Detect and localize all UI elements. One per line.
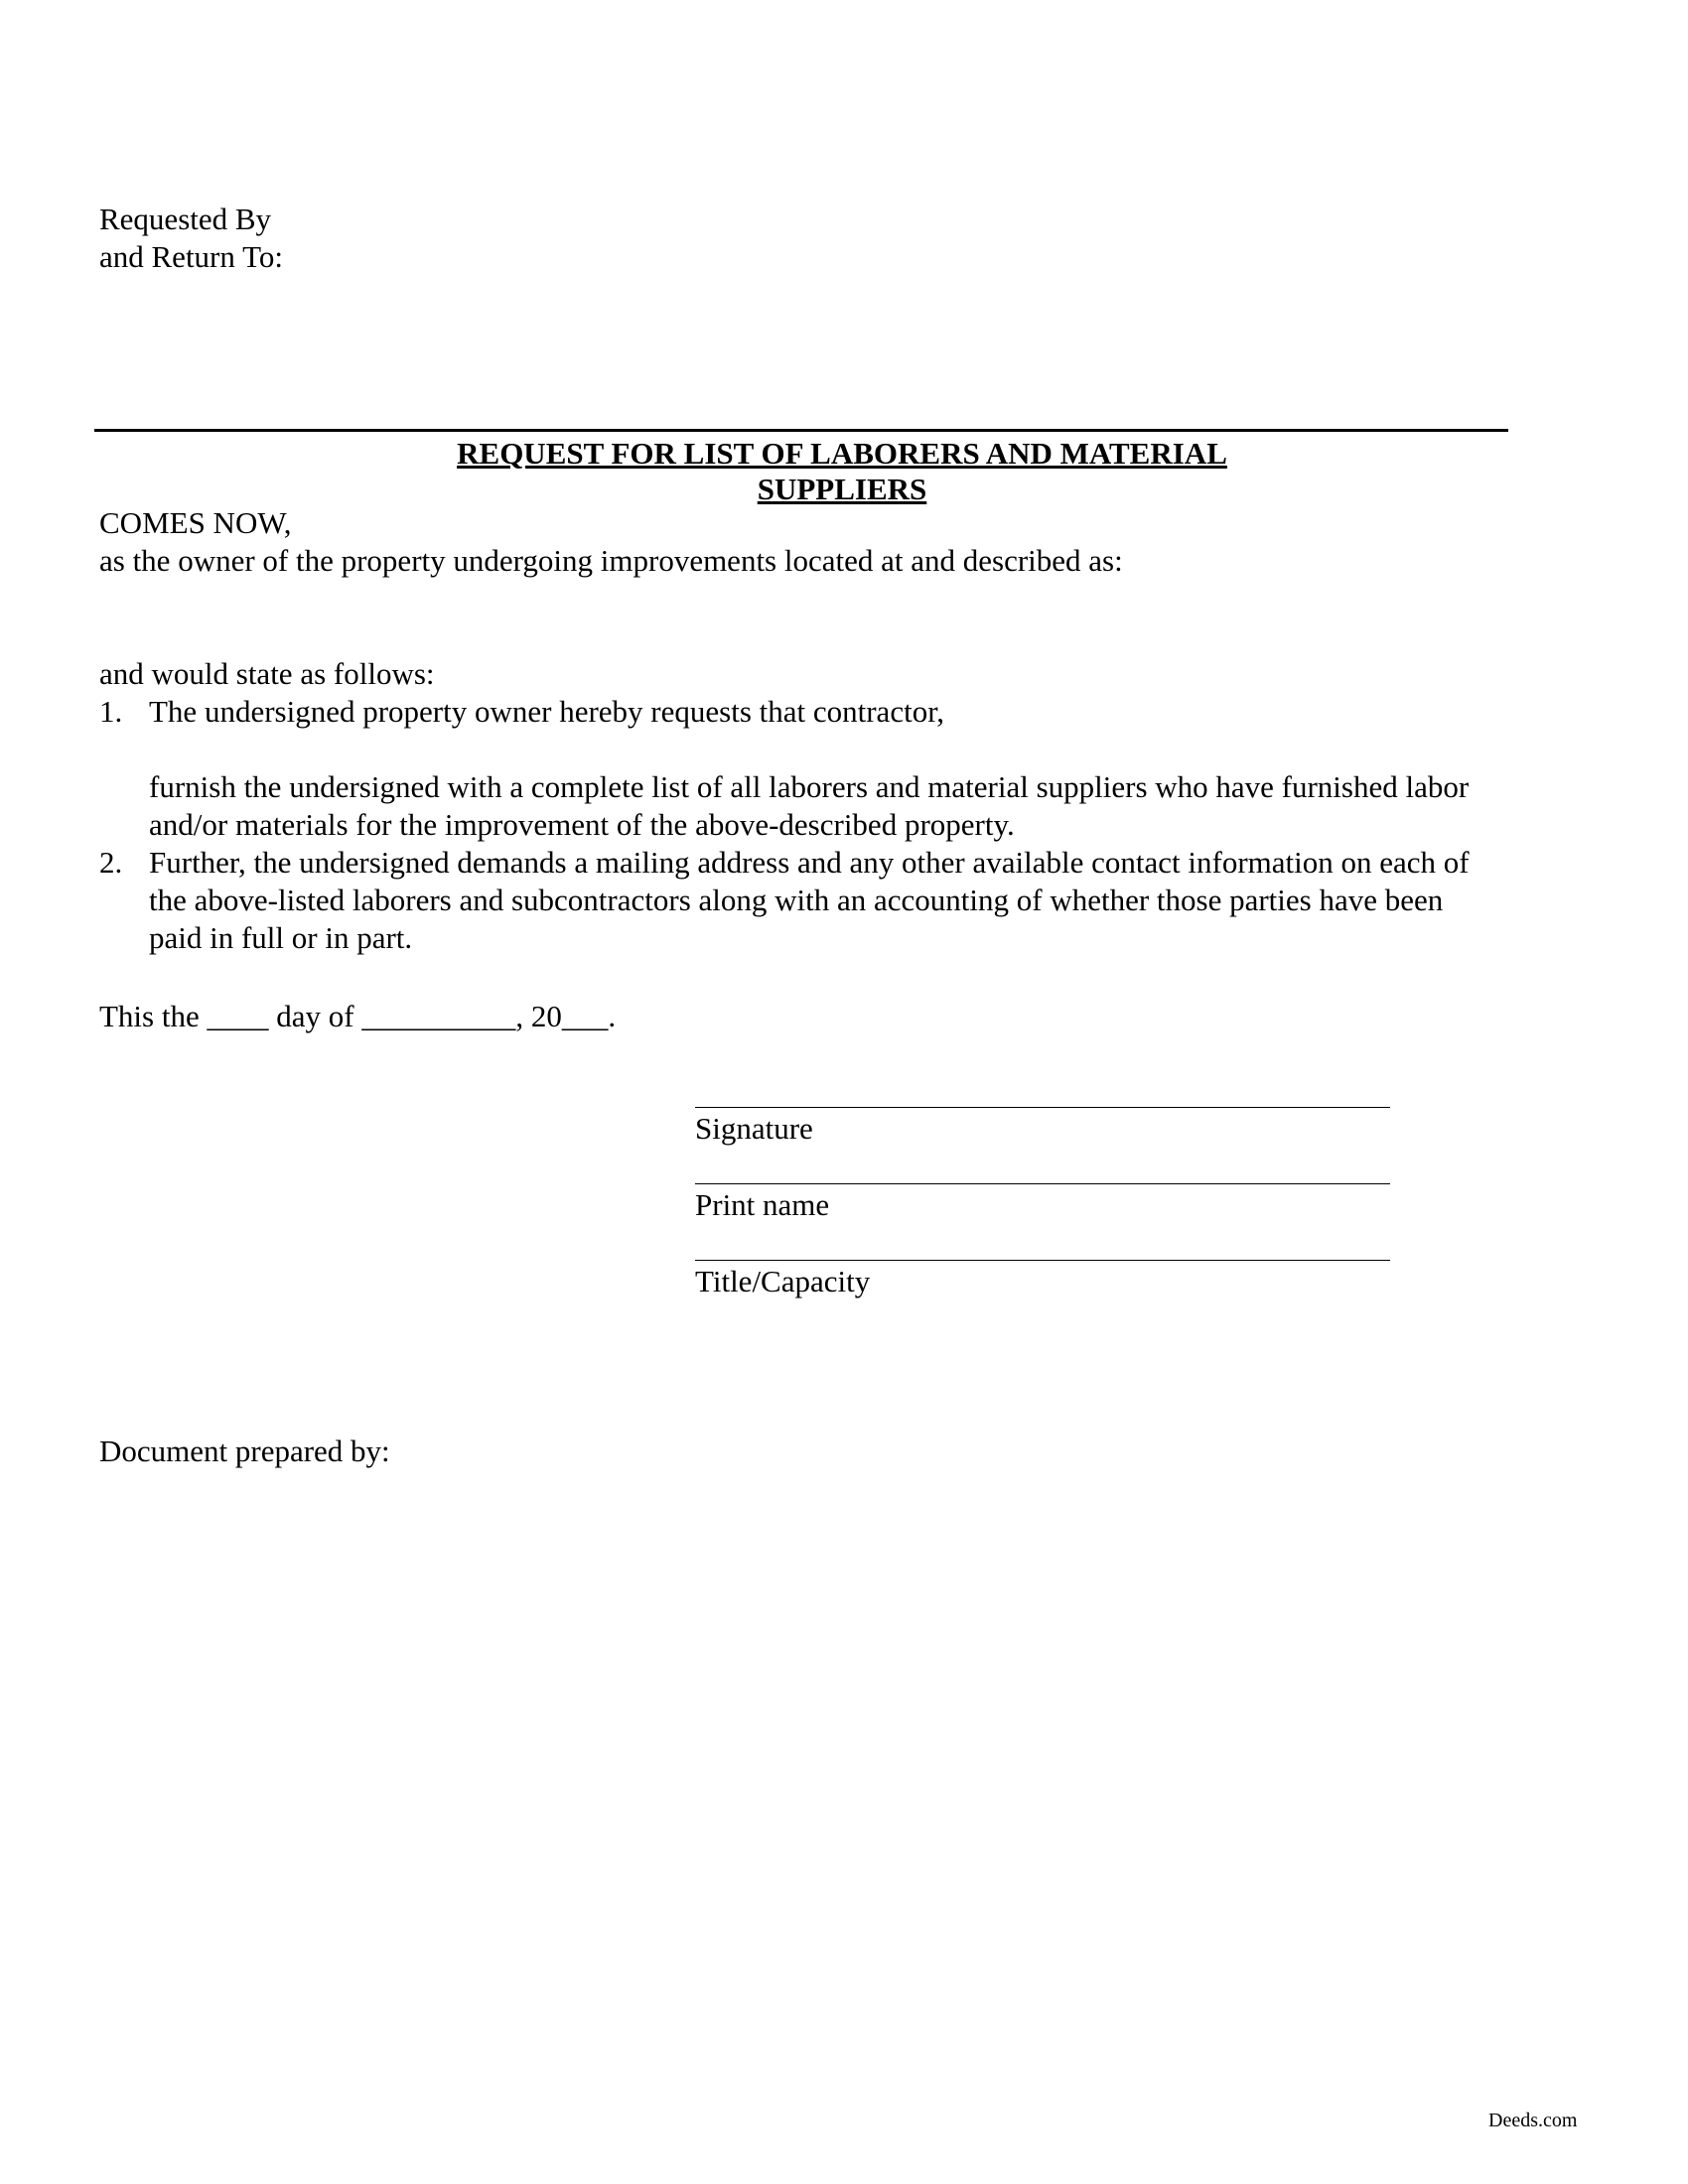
return-to-label: and Return To:: [99, 239, 283, 274]
footer-watermark: Deeds.com: [1488, 2110, 1578, 2131]
comes-now-text: COMES NOW,: [99, 505, 292, 540]
print-name-label: Print name: [695, 1187, 830, 1222]
item-intro: The undersigned property owner hereby requests that contractor,: [149, 694, 945, 729]
item-number: 1.: [99, 694, 123, 729]
item-line: and/or materials for the improvement of the above-described property.: [149, 807, 1015, 842]
requested-by-label: Requested By: [99, 202, 272, 236]
title-line-1: REQUEST FOR LIST OF LABORERS AND MATERIAL: [457, 436, 1227, 471]
list-item: [99, 693, 1609, 844]
return-address-block: [99, 201, 283, 276]
date-line: This the ____ day of __________, 20___.: [99, 999, 617, 1033]
document-title: [94, 436, 1590, 507]
title-line-2: SUPPLIERS: [757, 472, 927, 506]
item-line: furnish the undersigned with a complete list of all laborers and material suppliers who have furnished labor: [149, 769, 1470, 804]
title-capacity-rule: [695, 1260, 1390, 1261]
item-line: Further, the undersigned demands a mailing address and any other available contact information on each of: [149, 845, 1470, 880]
header-divider: [94, 429, 1508, 432]
list-item: [99, 844, 1609, 957]
owner-statement: as the owner of the property undergoing improvements located at and described as:: [99, 543, 1123, 578]
state-follows-text: and would state as follows:: [99, 656, 435, 691]
prepared-by-label: Document prepared by:: [99, 1433, 390, 1468]
title-capacity-label: Title/Capacity: [695, 1264, 871, 1298]
item-number: 2.: [99, 845, 123, 880]
signature-rule: [695, 1107, 1390, 1108]
print-name-field: [695, 1183, 1390, 1224]
item-line: paid in full or in part.: [149, 920, 413, 955]
title-capacity-field: [695, 1260, 1390, 1300]
signature-label: Signature: [695, 1111, 813, 1146]
print-name-rule: [695, 1183, 1390, 1184]
signature-field: [695, 1107, 1390, 1148]
item-line: the above-listed laborers and subcontractors along with an accounting of whether those parties have been: [149, 883, 1444, 917]
